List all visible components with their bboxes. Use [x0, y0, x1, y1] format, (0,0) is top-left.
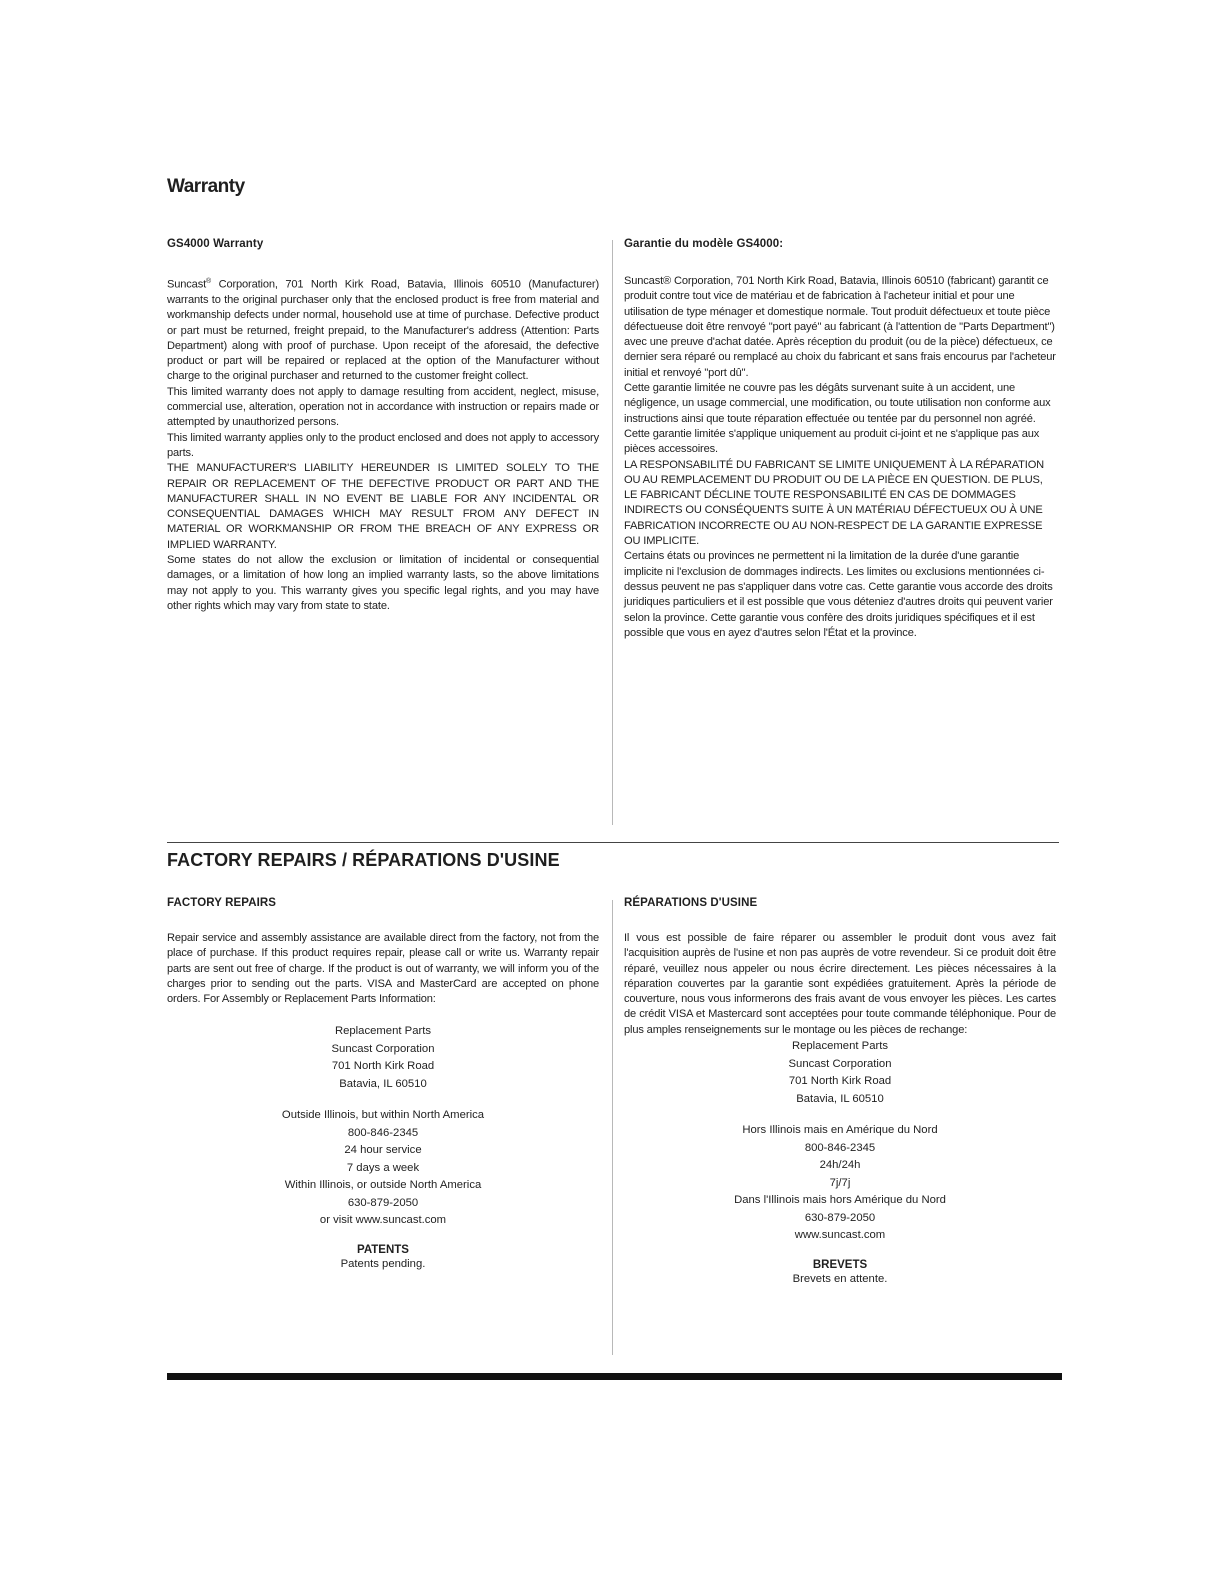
warranty-paragraph-fr-3: Cette garantie limitée s'applique uniquement au produit ci-joint et ne s'applique pas aux pièces accessoires. — [624, 427, 1040, 456]
contact-line: Hors Illinois mais en Amérique du Nord — [742, 1124, 938, 1137]
address-line: 701 North Kirk Road — [331, 1060, 435, 1073]
footer-rule — [167, 1373, 1062, 1380]
repairs-heading-en: FACTORY REPAIRS — [167, 897, 277, 909]
phone-number: 800-846-2345 — [347, 1126, 419, 1139]
patents-text: Patents pending. — [340, 1257, 426, 1270]
contact-line: Dans l'Illinois mais hors Amérique du Nord — [734, 1194, 946, 1207]
phone-number: 630-879-2050 — [347, 1196, 419, 1209]
patents-heading: PATENTS — [357, 1243, 409, 1256]
warranty-paragraph-en-3: This limited warranty applies only to the product enclosed and does not apply to accessory parts. — [167, 431, 599, 459]
contact-line: Within Illinois, or outside North America — [284, 1179, 482, 1192]
contact-line: 7j/7j — [829, 1176, 851, 1189]
address-line: Batavia, IL 60510 — [796, 1092, 884, 1105]
address-line: 701 North Kirk Road — [788, 1075, 892, 1088]
warranty-paragraph-fr-1: Suncast® Corporation, 701 North Kirk Road, Batavia, Illinois 60510 (fabricant) garantit ce produit contre tout vice de matériau et de fabrication à l'acheteur initial et pour une utilisation de type ménager et domestique normale. Tout produit défectueux et toute pièce défectueuse doit être renvoyé "port payé" au fabricant (à l'attention de "Parts Department") avec une preuve d'achat datée. Après réception du produit (ou de la pièce) défectueux, ce dernier sera réparé ou remplacé au choix du fabricant et sans frais encourus par l'acheteur initial et renvoyé "port dû". — [624, 275, 1056, 379]
section-divider-rule — [167, 842, 1059, 843]
warranty-paragraph-fr-4: LA RESPONSABILITÉ DU FABRICANT SE LIMITE UNIQUEMENT À LA RÉPARATION OU AU REMPLACEMENT DU PRODUIT OU DE LA PIÈCE EN QUESTION. DE PLUS, LE FABRICANT DÉCLINE TOUTE RESPONSABILITÉ EN CAS DE DOMMAGES INDIRECTS OU CONSÉQUENTS SUITE À UN MATÉRIAU DÉFECTUEUX OU À UNE FABRICATION INCORRECTE OU AU NON-RESPECT DE LA GARANTIE EXPRESSE OU IMPLICITE. — [624, 458, 1045, 548]
phone-number: 630-879-2050 — [804, 1211, 876, 1224]
warranty-paragraph-en-4: THE MANUFACTURER'S LIABILITY HEREUNDER IS LIMITED SOLELY TO THE REPAIR OR REPLACEMENT OF THE DEFECTIVE PRODUCT OR PART AND THE MANUFACTURER SHALL IN NO EVENT BE LIABLE FOR ANY INCIDENTAL OR CONSEQUENTIAL DAMAGES WHICH MAY RESULT FROM ANY DEFECT IN MATERIAL OR WORKMANSHIP OR FROM THE BREACH OF ANY EXPRESS OR IMPLIED WARRANTY. — [167, 462, 599, 551]
repairs-french-column — [624, 897, 1056, 1288]
warranty-paragraph-fr-2: Cette garantie limitée ne couvre pas les dégâts survenant suite à un accident, une négligence, un usage commercial, une modification, ou toute utilisation non conforme aux instructions ainsi que toute réparation effectuée ou tentée par du personnel non agréé. — [624, 382, 1051, 425]
contact-line: Outside Illinois, but within North America — [281, 1109, 485, 1122]
warranty-french-column — [624, 238, 1056, 641]
column-divider-bottom — [612, 900, 613, 1355]
repairs-heading-fr: RÉPARATIONS D'USINE — [624, 897, 758, 909]
repairs-body-en: Repair service and assembly assistance are available direct from the factory, not from the place of purchase. If this product requires repair, please call or write us. Warranty repair parts are sent out free of charge. If the product is out of warranty, we will inform you of the charges prior to sending out the parts. VISA and MasterCard are accepted on phone orders. For Assembly or Replacement Parts Information: — [167, 932, 599, 1006]
warranty-heading-en: GS4000 Warranty — [167, 238, 264, 250]
brevets-heading: BREVETS — [812, 1258, 868, 1271]
brevets-text: Brevets en attente. — [792, 1272, 888, 1285]
warranty-english-column — [167, 238, 599, 614]
address-line: Suncast Corporation — [331, 1042, 435, 1055]
contact-line: 7 days a week — [346, 1161, 420, 1174]
repairs-body-fr: Il vous est possible de faire réparer ou assembler le produit dont vous avez fait l'acquisition auprès de l'usine et non pas auprès de votre revendeur. Si ce produit doit être réparé, veuillez nous appeler ou nous écrire directement. Les pièces nécessaires à la réparation couvertes par la garantie sont expédiées gratuitement. Après la période de couverture, nous vous informerons des frais avant de vous envoyer les pièces. Les cartes de crédit VISA et Mastercard sont acceptées pour toute commande téléphonique. Pour de plus amples renseignements sur le montage ou les pièces de rechange: — [624, 932, 1056, 1036]
phone-number: 800-846-2345 — [804, 1141, 876, 1154]
warranty-heading-fr: Garantie du modèle GS4000: — [624, 238, 784, 250]
page-title: Warranty — [167, 176, 245, 197]
warranty-paragraph-en-5: Some states do not allow the exclusion or limitation of incidental or consequential damages, or a limitation of how long an implied warranty lasts, so the above limitations may not apply to you. This warranty gives you specific legal rights, and you may have other rights which may vary from state to state. — [167, 554, 599, 612]
warranty-paragraph-fr-5: Certains états ou provinces ne permettent ni la limitation de la durée d'une garantie implicite ni l'exclusion de dommages indirects. Les limites ou exclusions mentionnées ci-dessus peuvent ne pas s'appliquer dans votre cas. Cette garantie vous accorde des droits juridiques particuliers et il est possible que vous déteniez d'autres droits qui peuvent varier selon la province. Cette garantie vous confère des droits juridiques spécifiques et il est possible que vous en ayez d'autres selon l'État et la province. — [624, 550, 1053, 639]
repairs-address-en — [167, 1023, 599, 1244]
column-divider-top — [612, 240, 613, 825]
address-line: Replacement Parts — [334, 1025, 432, 1038]
website-line: or visit www.suncast.com — [319, 1214, 447, 1227]
address-line: Suncast Corporation — [788, 1057, 892, 1070]
factory-repairs-title: FACTORY REPAIRS / RÉPARATIONS D'USINE — [167, 850, 560, 870]
address-line: Batavia, IL 60510 — [339, 1077, 427, 1090]
website-line: www.suncast.com — [794, 1229, 886, 1242]
address-line: Replacement Parts — [791, 1040, 889, 1053]
warranty-paragraph-en-1: Suncast® Corporation, 701 North Kirk Road, Batavia, Illinois 60510 (Manufacturer) warrants to the original purchaser only that the enclosed product is free from material and workmanship defects under normal, household use at time of purchase. Defective product or part must be returned, freight prepaid, to the Manufacturer's address (Attention: Parts Department) along with proof of purchase. Upon receipt of the aforesaid, the defective product or part will be repaired or replaced at the option of the Manufacturer without charge to the original purchaser and returned to the customer freight collect. — [167, 278, 599, 383]
repairs-english-column — [167, 897, 599, 1273]
contact-line: 24 hour service — [344, 1144, 422, 1157]
warranty-paragraph-en-2: This limited warranty does not apply to damage resulting from accident, neglect, misuse, commercial use, alteration, operation not in accordance with instruction or repairs made or attempted by unauthorized persons. — [167, 385, 599, 429]
repairs-address-fr — [624, 1038, 1056, 1259]
contact-line: 24h/24h — [819, 1159, 861, 1172]
